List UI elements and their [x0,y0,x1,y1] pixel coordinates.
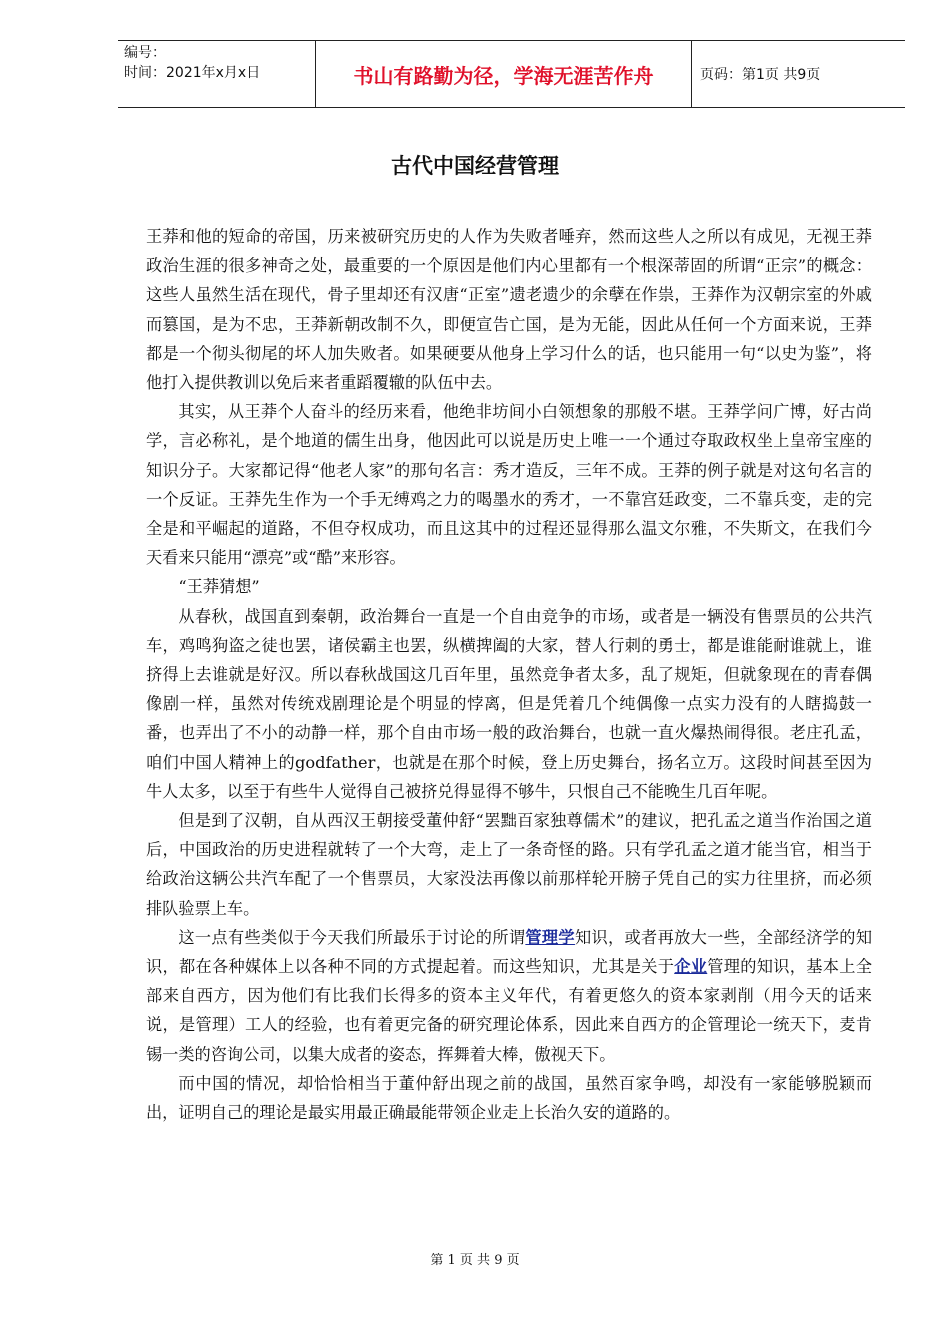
number-label: 编号： [124,45,166,61]
paragraph: 其实，从王莽个人奋斗的经历来看，他绝非坊间小白领想象的那般不堪。王莽学问广博，好古尚学，言必称礼，是个地道的儒生出身，他因此可以说是历史上唯一一个通过夺取政权坐上皇帝宝座的知识分子。大家都记得“他老人家”的那句名言：秀才造反，三年不成。王莽的例子就是对这句名言的一个反证。王莽先生作为一个手无缚鸡之力的喝墨水的秀才，一不靠宫廷政变，二不靠兵变，走的完全是和平崛起的道路，不但夺权成功，而且这其中的过程还显得那么温文尔雅，不失斯文，在我们今天看来只能用“漂亮”或“酷”来形容。 [146,402,872,568]
link-management-studies[interactable]: 管理学 [525,927,575,947]
time-label: 时间：2021年x月x日 [124,65,261,81]
header-table [118,40,905,108]
section-heading: “王莽猜想” [178,577,260,597]
document-body [146,222,872,1127]
paragraph-text: 这一点有些类似于今天我们所最乐于讨论的所谓 [178,927,526,947]
document-title: 古代中国经营管理 [391,154,559,178]
paragraph: 而中国的情况，却恰恰相当于董仲舒出现之前的战国，虽然百家争鸣，却没有一家能够脱颖而出，证明自己的理论是最实用最正确最能带领企业走上长治久安的道路的。 [146,1073,872,1123]
paragraph-text: 管理的知识，基本上全部来自西方，因为他们有比我们长得多的资本主义年代，有着更悠久的资本家剥削（用今天的话来说，是管理）工人的经验，也有着更完备的研究理论体系，因此来自西方的企管理论一统天下，麦肯锡一类的咨询公司，以集大成者的姿态，挥舞着大棒，傲视天下。 [146,957,873,1064]
header-slogan: 书山有路勤为径，学海无涯苦作舟 [315,41,692,107]
paragraph-text: 知识，或者再放大一些，全部经济学的知识，都在各种媒体上以各种不同的方式提起着。而这些知识，尤其是关于 [146,927,873,977]
header-info-cell [118,41,315,107]
paragraph: 王莽和他的短命的帝国，历来被研究历史的人作为失败者唾弃，然而这些人之所以有成见，无视王莽政治生涯的很多神奇之处，最重要的一个原因是他们内心里都有一个根深蒂固的所谓“正宗”的概念：这些人虽然生活在现代，骨子里却还有汉唐“正室”遗老遗少的余孽在作祟，王莽作为汉朝宗室的外戚而篡国，是为不忠，王莽新朝改制不久，即便宣告亡国，是为无能，因此从任何一个方面来说，王莽都是一个彻头彻尾的坏人加失败者。如果硬要从他身上学习什么的话，也只能用一句“以史为鉴”，将他打入提供教训以免后来者重蹈覆辙的队伍中去。 [146,227,872,393]
paragraph: 但是到了汉朝，自从西汉王朝接受董仲舒“罢黜百家独尊儒术”的建议，把孔孟之道当作治国之道后，中国政治的历史进程就转了一个大弯，走上了一条奇怪的路。只有学孔孟之道才能当官，相当于给政治这辆公共汽车配了一个售票员，大家没法再像以前那样轮开膀子凭自己的实力往里挤，而必须排队验票上车。 [146,811,872,918]
page-footer: 第 1 页 共 9 页 [430,1253,520,1268]
link-enterprise[interactable]: 企业 [674,957,708,977]
header-page-label: 页码：第1页 共9页 [700,67,821,83]
paragraph [146,923,872,1069]
paragraph: 从春秋，战国直到秦朝，政治舞台一直是一个自由竞争的市场，或者是一辆没有售票员的公共汽车，鸡鸣狗盗之徒也罢，诸侯霸主也罢，纵横捭阖的大家，替人行刺的勇士，都是谁能耐谁就上，谁挤得上去谁就是好汉。所以春秋战国这几百年里，虽然竞争者太多，乱了规矩，但就象现在的青春偶像剧一样，虽然对传统戏剧理论是个明显的悖离，但是凭着几个纯偶像一点实力没有的人瞎捣鼓一番，也弄出了不小的动静一样，那个自由市场一般的政治舞台，也就一直火爆热闹得很。老庄孔孟，咱们中国人精神上的godfather，也就是在那个时候，登上历史舞台，扬名立万。这段时间甚至因为牛人太多，以至于有些牛人觉得自己被挤兑得显得不够牛，只恨自己不能晚生几百年呢。 [146,606,872,801]
